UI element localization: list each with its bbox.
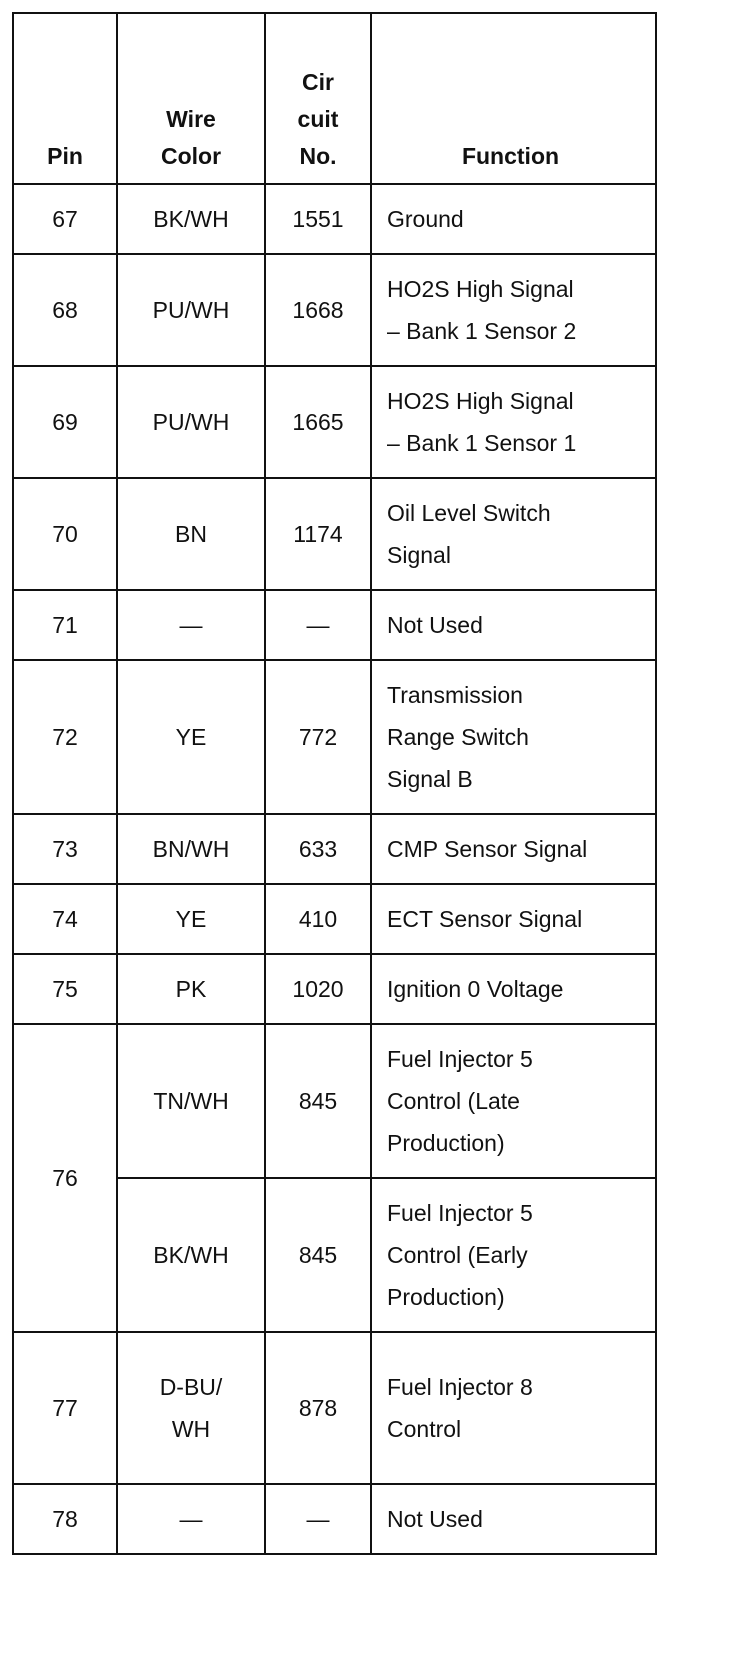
- connector-pinout-table: [12, 12, 657, 1555]
- wire-color-cell: PU/WH: [117, 254, 265, 366]
- function-cell: Not Used: [371, 590, 656, 660]
- table-row: [13, 1024, 656, 1178]
- wire-color-cell: —: [117, 590, 265, 660]
- function-cell: Fuel Injector 5 Control (Early Production): [371, 1178, 656, 1332]
- header-pin: Pin: [13, 13, 117, 184]
- table-row: [13, 814, 656, 884]
- table-body: [13, 184, 656, 1554]
- pin-cell: 68: [13, 254, 117, 366]
- wire-color-cell: D-BU/ WH: [117, 1332, 265, 1484]
- pin-cell: 76: [13, 1024, 117, 1332]
- circuit-cell: 772: [265, 660, 371, 814]
- circuit-cell: 845: [265, 1024, 371, 1178]
- table-row: [13, 1332, 656, 1484]
- function-cell: ECT Sensor Signal: [371, 884, 656, 954]
- header-wire-color: Wire Color: [117, 13, 265, 184]
- wire-color-cell: PK: [117, 954, 265, 1024]
- table-row: [13, 478, 656, 590]
- header-circuit-number: Cir cuit No.: [265, 13, 371, 184]
- pin-cell: 70: [13, 478, 117, 590]
- pin-cell: 75: [13, 954, 117, 1024]
- circuit-cell: 1174: [265, 478, 371, 590]
- circuit-cell: —: [265, 1484, 371, 1554]
- function-cell: Ground: [371, 184, 656, 254]
- circuit-cell: 1020: [265, 954, 371, 1024]
- function-cell: HO2S High Signal – Bank 1 Sensor 1: [371, 366, 656, 478]
- function-cell: Not Used: [371, 1484, 656, 1554]
- circuit-cell: 410: [265, 884, 371, 954]
- table-row: [13, 184, 656, 254]
- circuit-cell: —: [265, 590, 371, 660]
- wire-color-cell: BK/WH: [117, 184, 265, 254]
- table-row: [13, 254, 656, 366]
- wire-color-cell: BN: [117, 478, 265, 590]
- table-row: [13, 590, 656, 660]
- pin-cell: 69: [13, 366, 117, 478]
- circuit-cell: 845: [265, 1178, 371, 1332]
- wire-color-cell: BK/WH: [117, 1178, 265, 1332]
- wire-color-cell: BN/WH: [117, 814, 265, 884]
- circuit-cell: 878: [265, 1332, 371, 1484]
- circuit-cell: 1668: [265, 254, 371, 366]
- wire-color-cell: TN/WH: [117, 1024, 265, 1178]
- pin-cell: 73: [13, 814, 117, 884]
- function-cell: Fuel Injector 8 Control: [371, 1332, 656, 1484]
- pin-cell: 72: [13, 660, 117, 814]
- wire-color-cell: —: [117, 1484, 265, 1554]
- circuit-cell: 633: [265, 814, 371, 884]
- header-row: [13, 13, 656, 184]
- function-cell: Ignition 0 Voltage: [371, 954, 656, 1024]
- function-cell: Oil Level Switch Signal: [371, 478, 656, 590]
- table-row: [13, 954, 656, 1024]
- pin-cell: 71: [13, 590, 117, 660]
- wire-color-cell: YE: [117, 884, 265, 954]
- wire-color-cell: YE: [117, 660, 265, 814]
- table-row: [13, 366, 656, 478]
- table-row: [13, 660, 656, 814]
- table-row: [13, 884, 656, 954]
- wire-color-cell: PU/WH: [117, 366, 265, 478]
- function-cell: Transmission Range Switch Signal B: [371, 660, 656, 814]
- pin-cell: 77: [13, 1332, 117, 1484]
- header-function: Function: [371, 13, 656, 184]
- function-cell: CMP Sensor Signal: [371, 814, 656, 884]
- pin-cell: 78: [13, 1484, 117, 1554]
- circuit-cell: 1551: [265, 184, 371, 254]
- pin-cell: 74: [13, 884, 117, 954]
- pin-cell: 67: [13, 184, 117, 254]
- function-cell: Fuel Injector 5 Control (Late Production): [371, 1024, 656, 1178]
- function-cell: HO2S High Signal – Bank 1 Sensor 2: [371, 254, 656, 366]
- table-header: [13, 13, 656, 184]
- circuit-cell: 1665: [265, 366, 371, 478]
- table-row: [13, 1484, 656, 1554]
